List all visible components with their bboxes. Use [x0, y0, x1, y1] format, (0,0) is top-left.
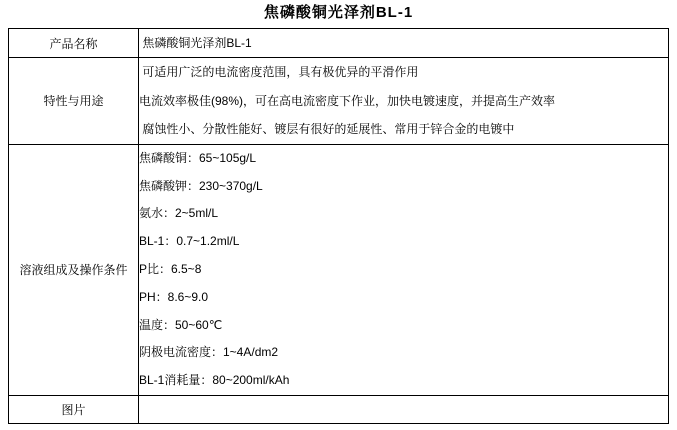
feature-line: 腐蚀性小、分散性能好、镀层有很好的延展性、常用于锌合金的电镀中: [139, 122, 515, 137]
value-cell-solution-conditions: [139, 144, 669, 395]
row-label-picture: 图片: [9, 395, 139, 423]
table-row-picture: [9, 395, 669, 423]
table-row-solution-conditions: [9, 144, 669, 395]
solution-line-ammonia: 氨水：2~5ml/L: [139, 206, 219, 221]
row-label-solution-conditions: 溶液组成及操作条件: [9, 144, 139, 395]
product-spec-table: [8, 28, 669, 424]
value-cell-picture-empty: [139, 395, 669, 423]
table-row-product-name: [9, 29, 669, 58]
row-label-product-name: 产品名称: [9, 29, 139, 58]
row-label-features: 特性与用途: [9, 58, 139, 145]
solution-line-cathode-current-density: 阴极电流密度：1~4A/dm2: [139, 345, 279, 360]
solution-line-copper-pyrophosphate: 焦磷酸铜：65~105g/L: [139, 150, 257, 165]
feature-line: 可适用广泛的电流密度范围，具有极优异的平滑作用: [139, 65, 419, 79]
solution-line-bl1-consumption: BL-1消耗量：80~200ml/kAh: [139, 373, 290, 388]
page-title: 焦磷酸铜光泽剂BL-1: [263, 4, 414, 21]
solution-line-p-ratio: P比：6.5~8: [139, 261, 202, 276]
value-cell-product-name: [139, 29, 669, 58]
table-row-features: [9, 58, 669, 145]
solution-line-bl1-dosage: BL-1：0.7~1.2ml/L: [139, 234, 240, 249]
solution-line-potassium-pyrophosphate: 焦磷酸钾：230~370g/L: [139, 178, 263, 193]
solution-line-ph: PH：8.6~9.0: [139, 289, 209, 304]
value-cell-features: [139, 58, 669, 145]
product-name-value: 焦磷酸铜光泽剂BL-1: [139, 35, 252, 50]
solution-line-temperature: 温度：50~60℃: [139, 317, 223, 332]
feature-line: 电流效率极佳(98%)，可在高电流密度下作业，加快电镀速度，并提高生产效率: [139, 93, 556, 108]
